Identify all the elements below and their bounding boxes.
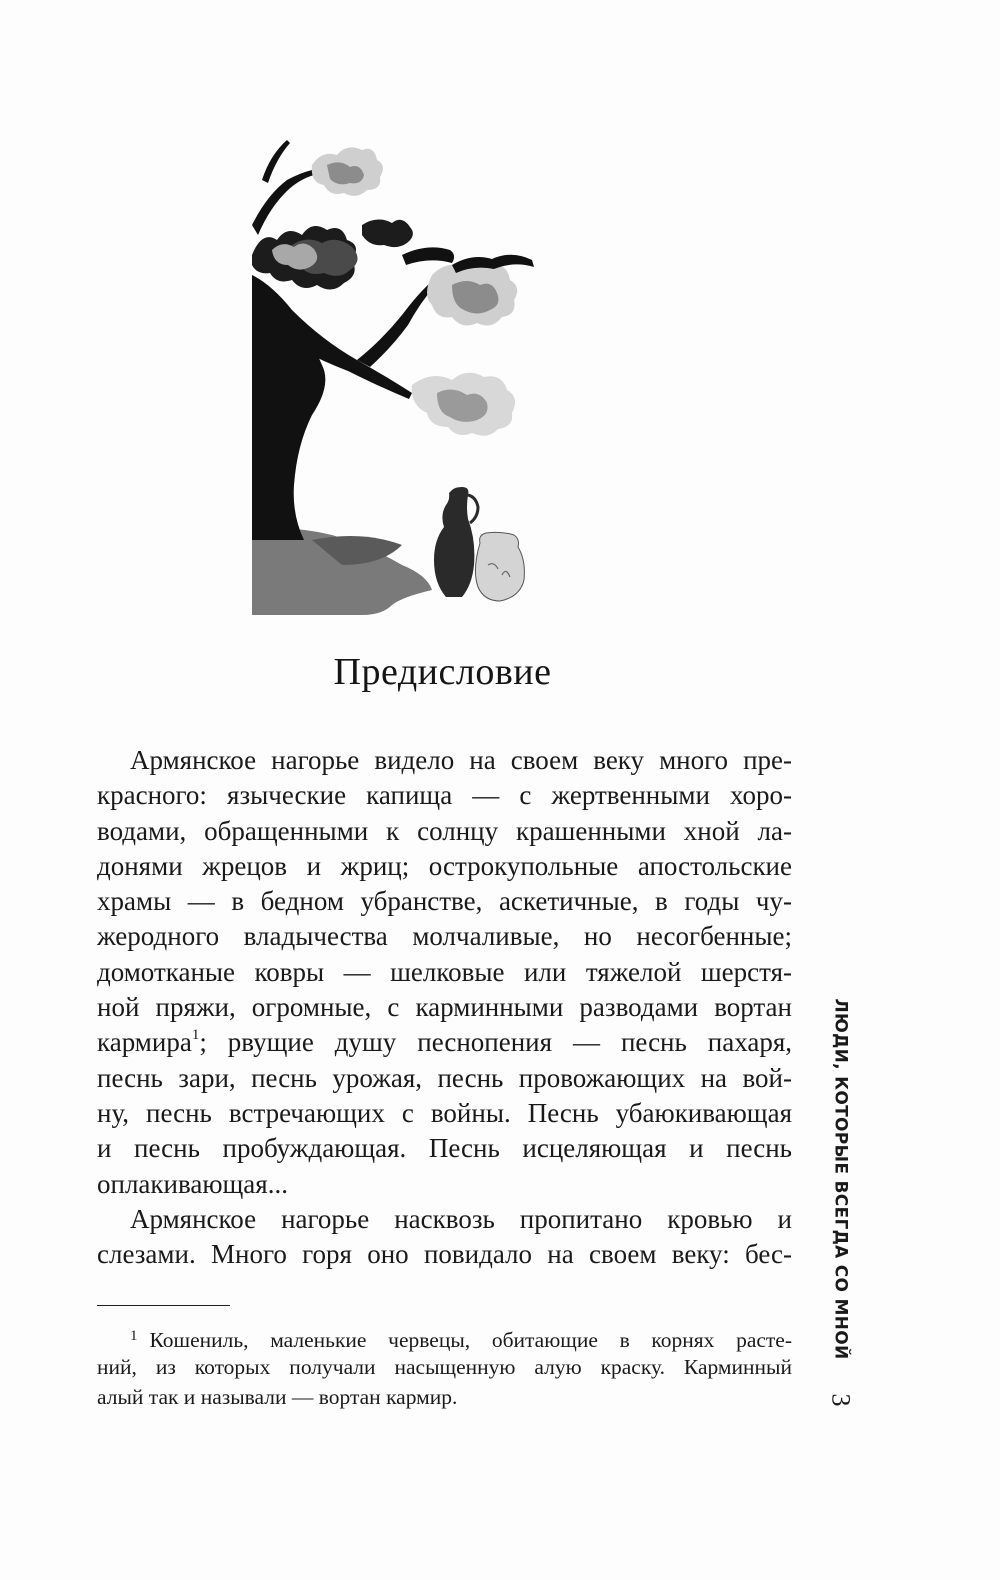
body-line: Армянское нагорье насквозь пропитано кровью и (130, 1203, 792, 1234)
body-line: оплакивающая... (97, 1168, 288, 1199)
body-line-start: кармира (97, 1027, 192, 1058)
body-line-end: ; рвущие душу песнопения — песнь пахаря, (199, 1027, 792, 1058)
running-head (820, 998, 860, 1360)
body-line: ной пряжи, огромные, с карминными разводами вортан (97, 992, 792, 1023)
footnote-line: ний, из которых получали насыщенную алую краску. Карминный (97, 1354, 792, 1379)
body-line: водами, обращенными к солнцу крашенными хной ла- (97, 815, 792, 846)
footnote-divider (97, 1305, 230, 1306)
footnote-line: алый так и называли — вортан кармир. (97, 1385, 458, 1409)
body-line: и песнь пробуждающая. Песнь исцеляющая и песнь (97, 1133, 792, 1164)
body-line: домотканые ковры — шелковые или тяжелой шерстя- (97, 956, 792, 987)
page-number (820, 1380, 860, 1420)
running-head-text: ЛЮДИ, КОТОРЫЕ ВСЕГДА СО МНОЙ (830, 998, 851, 1360)
footnote-text: Кошениль, маленькие червецы, обитающие в корнях расте- (149, 1328, 792, 1352)
footnote-line (97, 1321, 792, 1352)
body-line-with-footnote-ref (97, 1025, 792, 1060)
body-line: храмы — в бедном убранстве, аскетичные, в годы чу- (97, 886, 792, 917)
body-line: донями жрецов и жриц; острокупольные апостольские (97, 850, 792, 881)
page-number-text: 3 (826, 1393, 855, 1407)
tree-with-jugs-illustration (252, 135, 552, 615)
body-line: Армянское нагорье видело на своем веку много пре- (130, 745, 792, 775)
body-line: красного: языческие капища — с жертвенными хоро- (97, 780, 792, 811)
footnote (97, 1321, 792, 1413)
body-line: слезами. Много горя оно повидало на своем веку: бес- (97, 1239, 792, 1270)
body-line: песнь зари, песнь урожая, песнь провожающих на вой- (97, 1062, 792, 1093)
body-line: жеродного владычества молчаливые, но несогбенные; (97, 921, 792, 952)
footnote-mark: 1 (130, 1328, 138, 1344)
footnote-reference[interactable]: 1 (191, 1027, 200, 1044)
body-text (97, 743, 792, 1272)
body-line: ну, песнь встречающих с войны. Песнь убаюкивающая (97, 1097, 792, 1128)
chapter-title: Предисловие (333, 651, 552, 693)
